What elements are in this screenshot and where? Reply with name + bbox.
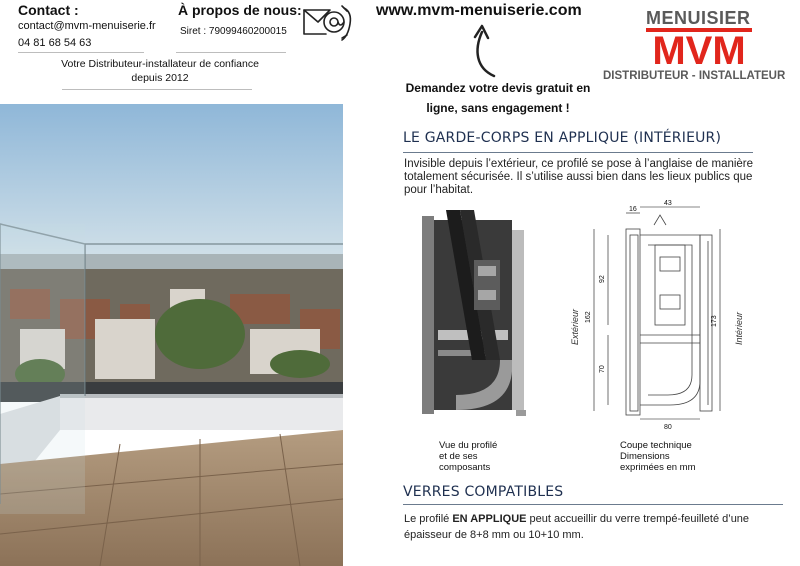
section-title-verres: VERRES COMPATIBLES [403,484,564,500]
caption-technical-line: Coupe technique [620,440,692,451]
caption-profile-line: composants [439,462,491,473]
devis-callout: Demandez votre devis gratuit en ligne, sans engagement ! [405,81,591,115]
contact-phone[interactable]: 04 81 68 54 63 [18,37,92,49]
logo-menuisier: MENUISIER [646,8,751,28]
tagline-divider [62,89,252,90]
dim-173: 173 [711,315,718,327]
label-interieur: Intérieur [734,311,744,345]
dim-16: 16 [629,206,637,213]
contact-email-link[interactable]: contact@mvm-menuiserie.fr [18,20,156,32]
contact-divider [18,52,144,53]
dim-70: 70 [599,365,606,373]
applique-divider [403,152,753,153]
dim-92: 92 [599,275,606,283]
distributor-tagline: Votre Distributeur-installateur de confiance depuis 2012 [61,58,259,84]
apropos-title: À propos de nous: [178,2,302,18]
caption-technical-line: exprimées en mm [620,462,696,473]
technical-drawing [560,200,760,435]
curved-arrow-icon [470,22,510,78]
profile-render [416,210,536,425]
verres-divider [403,504,783,505]
email-phone-icon [298,2,356,42]
caption-profile-line: et de ses [439,451,478,462]
verres-text [404,511,784,543]
siret-number: Siret : 79099460200015 [180,26,287,37]
applique-intro: Invisible depuis l’extérieur, ce profilé se pose à l’anglaise de manière totalement sécurisée. Il s’utilise aussi bien dans les lieux publics que pour l’habitat. [404,158,754,196]
verres-text-post: peut accueillir du verre trempé-feuilleté d’une épaisseur de 8+8 mm ou 10+10 mm. [404,513,750,541]
siret-divider [176,52,286,53]
verres-text-pre: Le profilé [404,513,453,525]
dim-80: 80 [664,424,672,431]
label-exterieur: Extérieur [570,308,580,345]
website-link[interactable]: www.mvm-menuiserie.com [376,2,582,19]
logo-subtitle: DISTRIBUTEUR - INSTALLATEUR [603,70,786,82]
caption-technical [620,440,696,473]
logo-mvm-text: MVM [652,29,746,73]
contact-title: Contact : [18,2,79,18]
dim-162: 162 [585,311,592,323]
balcony-photo [0,104,343,566]
caption-profile-line: Vue du profilé [439,440,498,451]
dim-43: 43 [664,200,672,207]
caption-technical-line: Dimensions [620,451,670,462]
section-title-applique: LE GARDE-CORPS EN APPLIQUE (INTÉRIEUR) [403,130,722,146]
mvm-logo [646,28,752,73]
caption-profile [439,440,497,473]
verres-text-bold: EN APPLIQUE [452,513,527,525]
